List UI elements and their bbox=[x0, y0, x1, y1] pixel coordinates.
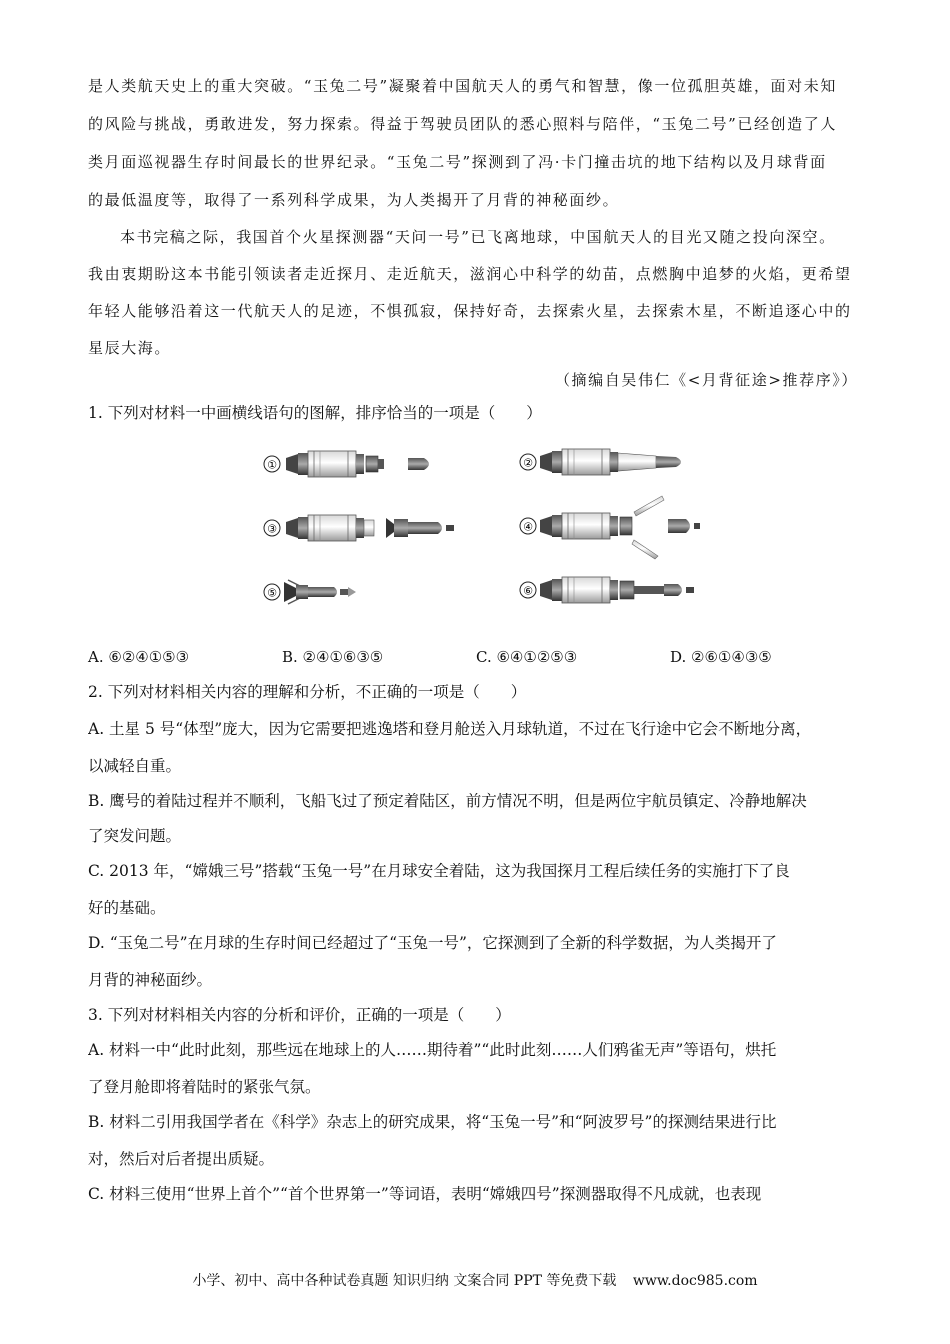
figure-item-3 bbox=[264, 515, 454, 541]
q2-stem: 2. 下列对材料相关内容的理解和分析，不正确的一项是（ ） bbox=[88, 683, 527, 701]
figure-item-2 bbox=[520, 449, 681, 475]
q1-options bbox=[88, 648, 868, 670]
figure-label-1: ① bbox=[267, 458, 277, 472]
figure-item-6 bbox=[520, 577, 694, 603]
q1-option-a: A. ⑥②④①⑤③ bbox=[88, 648, 190, 666]
passage-source: （摘编自吴伟仁《<月背征途>推荐序》） bbox=[554, 371, 858, 389]
q2-option-d-line-1: D. “玉兔二号”在月球的生存时间已经超过了“玉兔一号”，它探测到了全新的科学数据，为人类揭开了 bbox=[88, 934, 777, 952]
q2-option-c-line-1: C. 2013 年，“嫦娥三号”搭载“玉兔一号”在月球安全着陆，这为我国探月工程后续任务的实施打下了良 bbox=[88, 862, 790, 880]
q3-option-b-line-2: 对，然后对后者提出质疑。 bbox=[88, 1150, 275, 1168]
passage-line-3: 类月面巡视器生存时间最长的世界纪录。“玉兔二号”探测到了冯·卡门撞击坑的地下结构以及月球背面 bbox=[88, 153, 827, 171]
q2-option-d-line-2: 月背的神秘面纱。 bbox=[88, 971, 213, 989]
q2-option-b-line-1: B. 鹰号的着陆过程并不顺利，飞船飞过了预定着陆区，前方情况不明，但是两位宇航员镇定、冷静地解决 bbox=[88, 792, 807, 810]
rocket-stages-figure bbox=[262, 444, 702, 614]
figure-item-4 bbox=[520, 496, 700, 559]
q3-stem: 3. 下列对材料相关内容的分析和评价，正确的一项是（ ） bbox=[88, 1006, 511, 1024]
q3-option-b-line-1: B. 材料二引用我国学者在《科学》杂志上的研究成果，将“玉兔一号”和“阿波罗号”的探测结果进行比 bbox=[88, 1113, 777, 1131]
figure-label-2: ② bbox=[523, 456, 533, 470]
figure-label-4: ④ bbox=[523, 520, 533, 534]
q1-stem: 1. 下列对材料一中画横线语句的图解，排序恰当的一项是（ ） bbox=[88, 404, 542, 422]
figure-label-3: ③ bbox=[267, 522, 277, 536]
q2-option-c-line-2: 好的基础。 bbox=[88, 899, 166, 917]
passage-line-7: 年轻人能够沿着这一代航天人的足迹，不惧孤寂，保持好奇，去探索火星，去探索木星，不断追逐心中的 bbox=[88, 302, 852, 320]
passage-line-2: 的风险与挑战，勇敢进发，努力探索。得益于驾驶员团队的悉心照料与陪伴，“玉兔二号”已经创造了人 bbox=[88, 115, 837, 133]
figure-label-6: ⑥ bbox=[523, 584, 533, 598]
q1-option-c: C. ⑥④①②⑤③ bbox=[476, 648, 578, 666]
passage-line-5: 本书完稿之际，我国首个火星探测器“天问一号”已飞离地球，中国航天人的目光又随之投向深空。 bbox=[120, 228, 836, 246]
passage-line-8: 星辰大海。 bbox=[88, 339, 172, 357]
q1-option-d: D. ②⑥①④③⑤ bbox=[670, 648, 772, 666]
q2-option-a-line-2: 以减轻自重。 bbox=[88, 757, 182, 775]
footer-text: 小学、初中、高中各种试卷真题 知识归纳 文案合同 PPT 等免费下载 bbox=[192, 1273, 617, 1289]
q3-option-a-line-2: 了登月舱即将着陆时的紧张气氛。 bbox=[88, 1078, 321, 1096]
footer-link[interactable]: www.doc985.com bbox=[632, 1273, 758, 1289]
q3-option-a-line-1: A. 材料一中“此时此刻，那些远在地球上的人……期待着”“此时此刻……人们鸦雀无声”等语句，烘托 bbox=[88, 1041, 777, 1059]
q3-option-c-line-1: C. 材料三使用“世界上首个”“首个世界第一”等词语，表明“嫦娥四号”探测器取得不凡成就，也表现 bbox=[88, 1185, 762, 1203]
q1-option-b: B. ②④①⑥③⑤ bbox=[282, 648, 384, 666]
figure-item-1 bbox=[264, 451, 429, 477]
page-footer bbox=[0, 1270, 950, 1290]
passage-line-1: 是人类航天史上的重大突破。“玉兔二号”凝聚着中国航天人的勇气和智慧，像一位孤胆英雄，面对未知 bbox=[88, 77, 837, 95]
q2-option-a-line-1: A. 土星 5 号“体型”庞大，因为它需要把逃逸塔和登月舱送入月球轨道，不过在飞行途中它会不断地分离， bbox=[88, 720, 812, 738]
figure-label-5: ⑤ bbox=[267, 586, 277, 600]
q2-option-b-line-2: 了突发问题。 bbox=[88, 827, 182, 845]
passage-line-4: 的最低温度等，取得了一系列科学成果，为人类揭开了月背的神秘面纱。 bbox=[88, 191, 620, 209]
figure-item-5 bbox=[264, 580, 356, 604]
passage-line-6: 我由衷期盼这本书能引领读者走近探月、走近航天，滋润心中科学的幼苗，点燃胸中追梦的火焰，更希望 bbox=[88, 265, 852, 283]
